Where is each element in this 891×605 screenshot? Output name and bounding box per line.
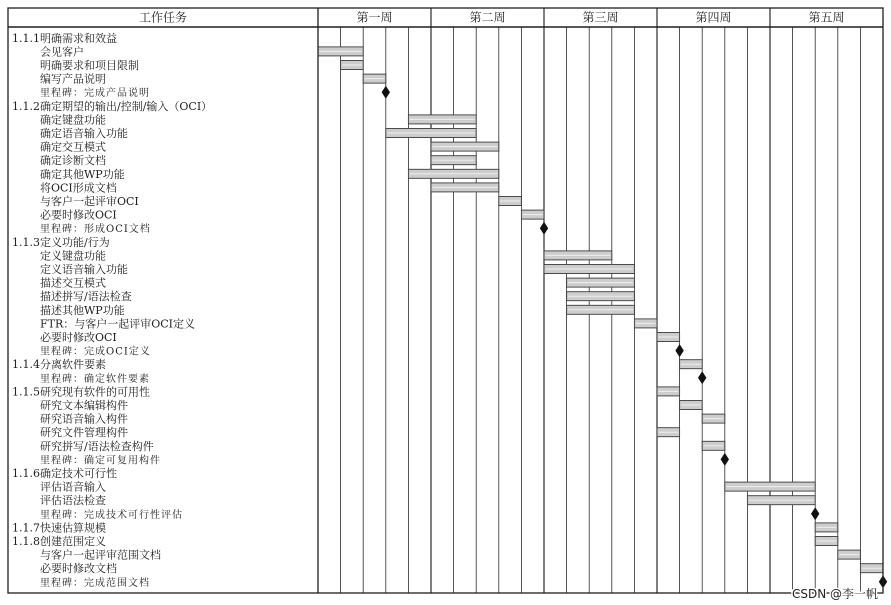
week-label: 第一周	[356, 10, 393, 25]
task-label: 研究拼写/语法检查构件	[40, 439, 154, 453]
task-label: 确定诊断文档	[40, 154, 106, 168]
task-label: 明确要求和项目限制	[40, 59, 139, 72]
task-label: 研究文本编辑构件	[40, 399, 128, 412]
task-label: 确定其他WP功能	[40, 167, 125, 181]
week-label: 第二周	[469, 10, 506, 25]
task-label: 确定交互模式	[40, 140, 106, 154]
task-label: 会见客户	[40, 45, 84, 59]
milestone-label: 里程碑：完成产品说明	[40, 88, 150, 100]
milestone-label: 里程碑：完成OCI定义	[40, 346, 151, 358]
task-label: 与客户一起评审OCI	[40, 195, 139, 208]
milestone-label: 里程碑：形成OCI文档	[40, 224, 151, 236]
task-label: 编写产品说明	[40, 72, 106, 86]
task-label: 确定语音输入功能	[40, 127, 128, 140]
week-label: 第四周	[695, 10, 732, 25]
summary-task-label: 1.1.6确定技术可行性	[12, 467, 117, 480]
task-label: 必要时修改OCI	[40, 208, 117, 222]
summary-task-label: 1.1.3定义功能/行为	[12, 235, 110, 249]
summary-task-label: 1.1.1明确需求和效益	[12, 31, 117, 45]
task-column-header: 工作任务	[138, 10, 188, 25]
task-label: 描述其他WP功能	[40, 303, 125, 317]
task-label: 定义键盘功能	[40, 249, 106, 263]
task-label: 描述拼写/语法检查	[40, 290, 132, 304]
task-label: 确定键盘功能	[40, 113, 106, 127]
task-label: 与客户一起评审范围文档	[40, 548, 161, 562]
milestone-label: 里程碑：完成技术可行性评估	[40, 509, 183, 521]
milestone-label: 里程碑：确定可复用构件	[40, 455, 161, 467]
task-label: 研究语音输入构件	[40, 412, 128, 426]
task-label: 必要时修改OCI	[40, 331, 117, 344]
week-label: 第三周	[582, 10, 619, 25]
task-label: 评估语法检查	[40, 494, 106, 508]
task-label: 必要时修改文档	[40, 562, 117, 576]
task-label: 定义语音输入功能	[40, 263, 128, 276]
task-label: 评估语音输入	[40, 480, 106, 494]
summary-task-label: 1.1.7快速估算规模	[12, 521, 106, 535]
summary-task-label: 1.1.2确定期望的输出/控制/输入（OCI）	[12, 99, 213, 113]
watermark: CSDN @李一帆	[791, 587, 878, 601]
summary-task-label: 1.1.5研究现有软件的可用性	[12, 385, 150, 399]
milestone-label: 里程碑：完成范围文档	[40, 577, 150, 589]
summary-task-label: 1.1.4分离软件要素	[12, 358, 106, 372]
task-label: 描述交互模式	[40, 276, 106, 290]
task-label: 将OCI形成文档	[40, 181, 117, 195]
summary-task-label: 1.1.8创建范围定义	[12, 535, 106, 548]
task-label: 研究文件管理构件	[40, 426, 128, 440]
task-label: FTR：与客户一起评审OCI定义	[40, 317, 196, 331]
milestone-label: 里程碑：确定软件要素	[40, 373, 150, 385]
week-label: 第五周	[808, 10, 845, 25]
